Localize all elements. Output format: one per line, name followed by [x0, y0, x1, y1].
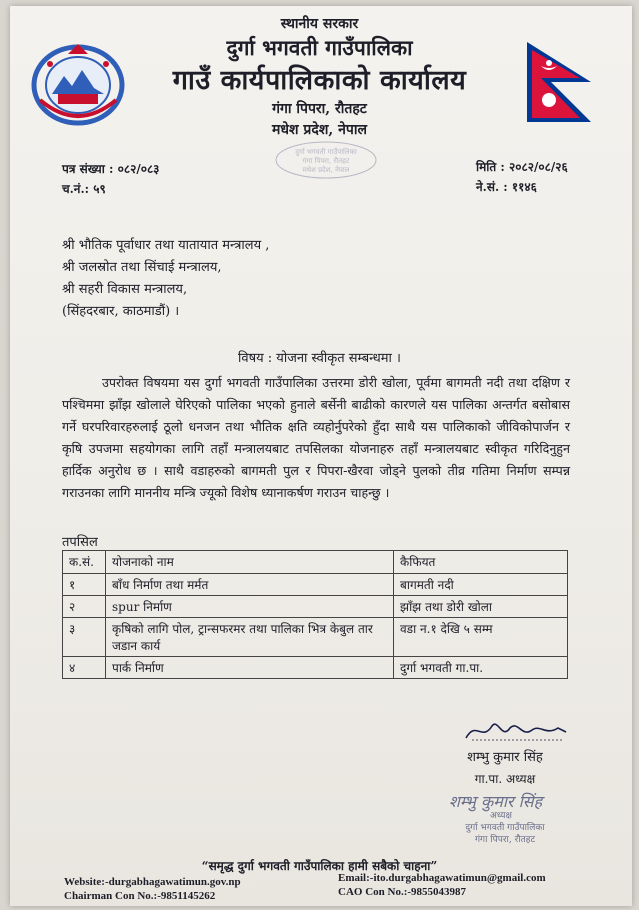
footer-cao-contact: CAO Con No.:-9855043987	[338, 886, 467, 898]
table-header-row	[63, 551, 568, 574]
row-name: बाँध निर्माण तथा मर्मत	[106, 574, 394, 596]
letter-subject: विषय : योजना स्वीकृत सम्बन्धमा ।	[238, 351, 401, 366]
row-name: spur निर्माण	[106, 596, 394, 618]
schedule-label: तपसिल	[62, 535, 98, 550]
municipality-name: दुर्गा भगवती गाउँपालिका	[226, 35, 413, 60]
handwritten-signature	[462, 716, 572, 744]
office-title: गाउँ कार्यपालिकाको कार्यालय	[172, 65, 467, 96]
table-row	[63, 618, 568, 657]
stamp-text-line1: दुर्गा भगवती गाउँपालिका	[295, 148, 357, 156]
row-sn: ४	[63, 657, 106, 679]
letter-body	[62, 372, 570, 504]
dispatch-number: च.नं.: ५९	[62, 182, 106, 196]
office-stamp	[272, 140, 380, 180]
signatory-title: गा.पा. अध्यक्ष	[474, 772, 536, 786]
addressee-line: श्री भौतिक पूर्वाधार तथा यातायात मन्त्रालय ,	[62, 238, 270, 253]
office-province: मधेश प्रदेश, नेपाल	[272, 122, 367, 138]
signatory-name: शम्भु कुमार सिंह	[467, 750, 543, 765]
stamp-signatory-name: शम्भु कुमार सिंह	[449, 792, 543, 811]
row-remarks: दुर्गा भगवती गा.पा.	[394, 657, 568, 679]
footer-motto: “समृद्ध दुर्गा भगवती गाउँपालिका हामी सबैको चाहना”	[201, 859, 438, 873]
row-sn: १	[63, 574, 106, 596]
letter-number: पत्र संख्या : ०८२/०८३	[62, 162, 160, 176]
column-header-sn: क.सं.	[63, 551, 106, 574]
row-name: पार्क निर्माण	[106, 657, 394, 679]
row-remarks: बागमती नदी	[394, 574, 568, 596]
table-row	[63, 596, 568, 618]
column-header-name: योजनाको नाम	[106, 551, 394, 574]
stamp-text-line2: गंगा पिपरा, रौतहट	[302, 157, 350, 165]
row-remarks: वडा न.१ देखि ५ सम्म	[394, 618, 568, 657]
schedule-table	[62, 550, 568, 679]
letter-body-text: उपरोक्त विषयमा यस दुर्गा भगवती गाउँपालिका उत्तरमा डोरी खोला, पूर्वमा बागमती नदी तथा दक्षिण र पश्चिममा झाँझ खोलाले घेरिएको पालिका भएको हुनाले बर्सेनी बाढीको कारणले यस पालिका अन्तर्गत बसोबास गर्ने घरपरिवारहरुलाई ठूलो धनजन तथा भौतिक क्षति व्यहोर्नुपरेको हुँदा साथै यस पालिकाको जीविकोपार्जन र कृषि उपजमा सहयोगका लागि तहाँ मन्त्रालयबाट तपसिलका योजनाहरु तहाँ मन्त्रालयबाट स्वीकृत गरिदिनुहुन हार्दिक अनुरोध छ । साथै वडाहरुको बागमती पुल र पिपरा-खैरवा जोड्ने पुलको तीव्र गतिमा निर्माण सम्पन्न गराउनका लागि माननीय मन्त्रि ज्यूको विशेष ध्यानाकर्षण गराउन चाहन्छु ।	[62, 375, 570, 500]
nepal-sambat-date: ने.सं. : ११४६	[476, 180, 537, 194]
office-address: गंगा पिपरा, रौतहट	[272, 101, 367, 117]
stamp-text-line3: मधेश प्रदेश, नेपाल	[302, 166, 350, 174]
footer-website: Website:-durgabhagawatimun.gov.np	[64, 876, 241, 888]
addressee-line: श्री सहरी विकास मन्त्रालय,	[62, 282, 188, 297]
table-row	[63, 657, 568, 679]
table-row	[63, 574, 568, 596]
row-name: कृषिको लागि पोल, ट्रान्सफरमर तथा पालिका भित्र केबुल तार जडान कार्य	[106, 618, 394, 657]
row-sn: २	[63, 596, 106, 618]
row-sn: ३	[63, 618, 106, 657]
letter-date: मिति : २०८२/०८/२६	[476, 160, 568, 174]
local-government-label: स्थानीय सरकार	[280, 16, 359, 32]
stamp-address: गंगा पिपरा, रौतहट	[474, 835, 536, 845]
addressee-line: (सिंहदरबार, काठमाडौं) ।	[62, 304, 180, 319]
row-remarks: झाँझ तथा डोरी खोला	[394, 596, 568, 618]
footer-chairman-contact: Chairman Con No.:-9851145262	[64, 890, 216, 902]
stamp-organization: दुर्गा भगवती गाउँपालिका	[465, 823, 545, 833]
addressee-line: श्री जलस्रोत तथा सिंचाई मन्त्रालय,	[62, 260, 222, 275]
footer-email: Email:-ito.durgabhagawatimun@gmail.com	[338, 872, 546, 884]
stamp-signatory-role: अध्यक्ष	[490, 811, 512, 821]
column-header-remarks: कैफियत	[394, 551, 568, 574]
